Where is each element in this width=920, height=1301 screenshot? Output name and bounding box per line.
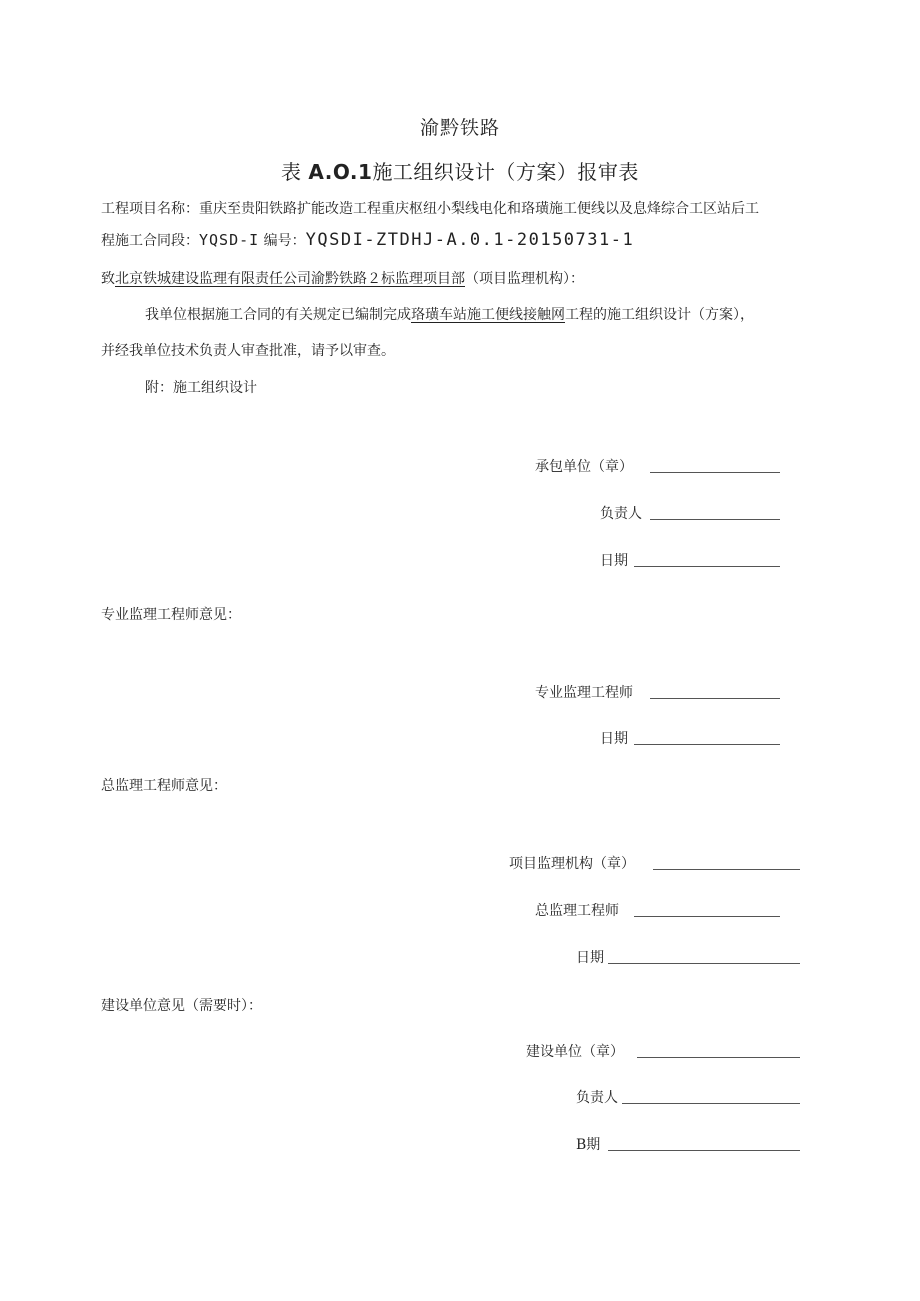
railway-header: 渝黔铁路 <box>419 117 500 139</box>
chief-org-line <box>653 869 800 870</box>
addressee-line <box>101 269 584 289</box>
specialist-engineer-line <box>650 698 780 699</box>
statement-part2: 工程的施工组织设计（方案）， <box>565 307 754 323</box>
chief-engineer-label: 总监理工程师 <box>535 903 619 919</box>
contractor-responsible-label: 负责人 <box>600 506 642 522</box>
owner-responsible-label: 负责人 <box>576 1090 618 1106</box>
specialist-opinion-label: 专业监理工程师意见： <box>101 607 241 623</box>
contractor-date-line <box>634 566 780 567</box>
form-title <box>0 156 920 185</box>
project-name-value: 重庆至贵阳铁路扩能改造工程重庆枢纽小梨线电化和珞璜施工便线以及息烽综合工区站后工 <box>199 201 759 217</box>
chief-engineer-line <box>634 916 780 917</box>
chief-date-label: 日期 <box>576 950 604 966</box>
statement-line1 <box>145 305 754 325</box>
number-label: 编号： <box>263 233 306 249</box>
form-title-prefix: 表 <box>281 160 302 184</box>
owner-date-label: B期 <box>576 1137 601 1153</box>
owner-unit-label: 建设单位（章） <box>526 1044 624 1060</box>
owner-opinion-label: 建设单位意见（需要时）： <box>101 998 262 1014</box>
form-title-code: A.O.1 <box>308 160 373 184</box>
project-name-value-cont: 程施工合同段： <box>101 233 199 249</box>
contractor-unit-label: 承包单位（章） <box>535 459 633 475</box>
number-value: YQSDI-ZTDHJ-A.0.1-20150731-1 <box>305 230 635 250</box>
chief-opinion-label: 总监理工程师意见： <box>101 778 227 794</box>
contractor-responsible-line <box>650 519 780 520</box>
addressee-suffix: （项目监理机构）： <box>465 271 584 287</box>
contractor-unit-line <box>650 472 780 473</box>
specialist-date-label: 日期 <box>600 731 628 747</box>
chief-org-label: 项目监理机构（章） <box>509 856 635 872</box>
specialist-date-line <box>634 744 780 745</box>
owner-unit-line <box>637 1057 800 1058</box>
owner-date-line <box>608 1150 800 1151</box>
project-name-line1 <box>101 199 759 219</box>
contractor-date-label: 日期 <box>600 553 628 569</box>
statement-line2: 并经我单位技术负责人审查批准，请予以审查。 <box>101 343 395 359</box>
addressee-prefix: 致 <box>101 271 115 287</box>
statement-project: 珞璜车站施工便线接触网 <box>411 307 565 323</box>
attachment-line: 附：施工组织设计 <box>145 380 257 396</box>
form-title-rest: 施工组织设计（方案）报审表 <box>372 160 639 184</box>
project-name-line2 <box>101 230 634 251</box>
owner-responsible-line <box>622 1103 800 1104</box>
statement-part1: 我单位根据施工合同的有关规定已编制完成 <box>145 307 411 323</box>
chief-date-line <box>608 963 800 964</box>
project-name-label: 工程项目名称： <box>101 201 199 217</box>
contract-segment: YQSD-I <box>199 231 260 249</box>
addressee-org: 北京铁城建设监理有限责任公司渝黔铁路２标监理项目部 <box>115 271 465 287</box>
specialist-engineer-label: 专业监理工程师 <box>535 685 633 701</box>
